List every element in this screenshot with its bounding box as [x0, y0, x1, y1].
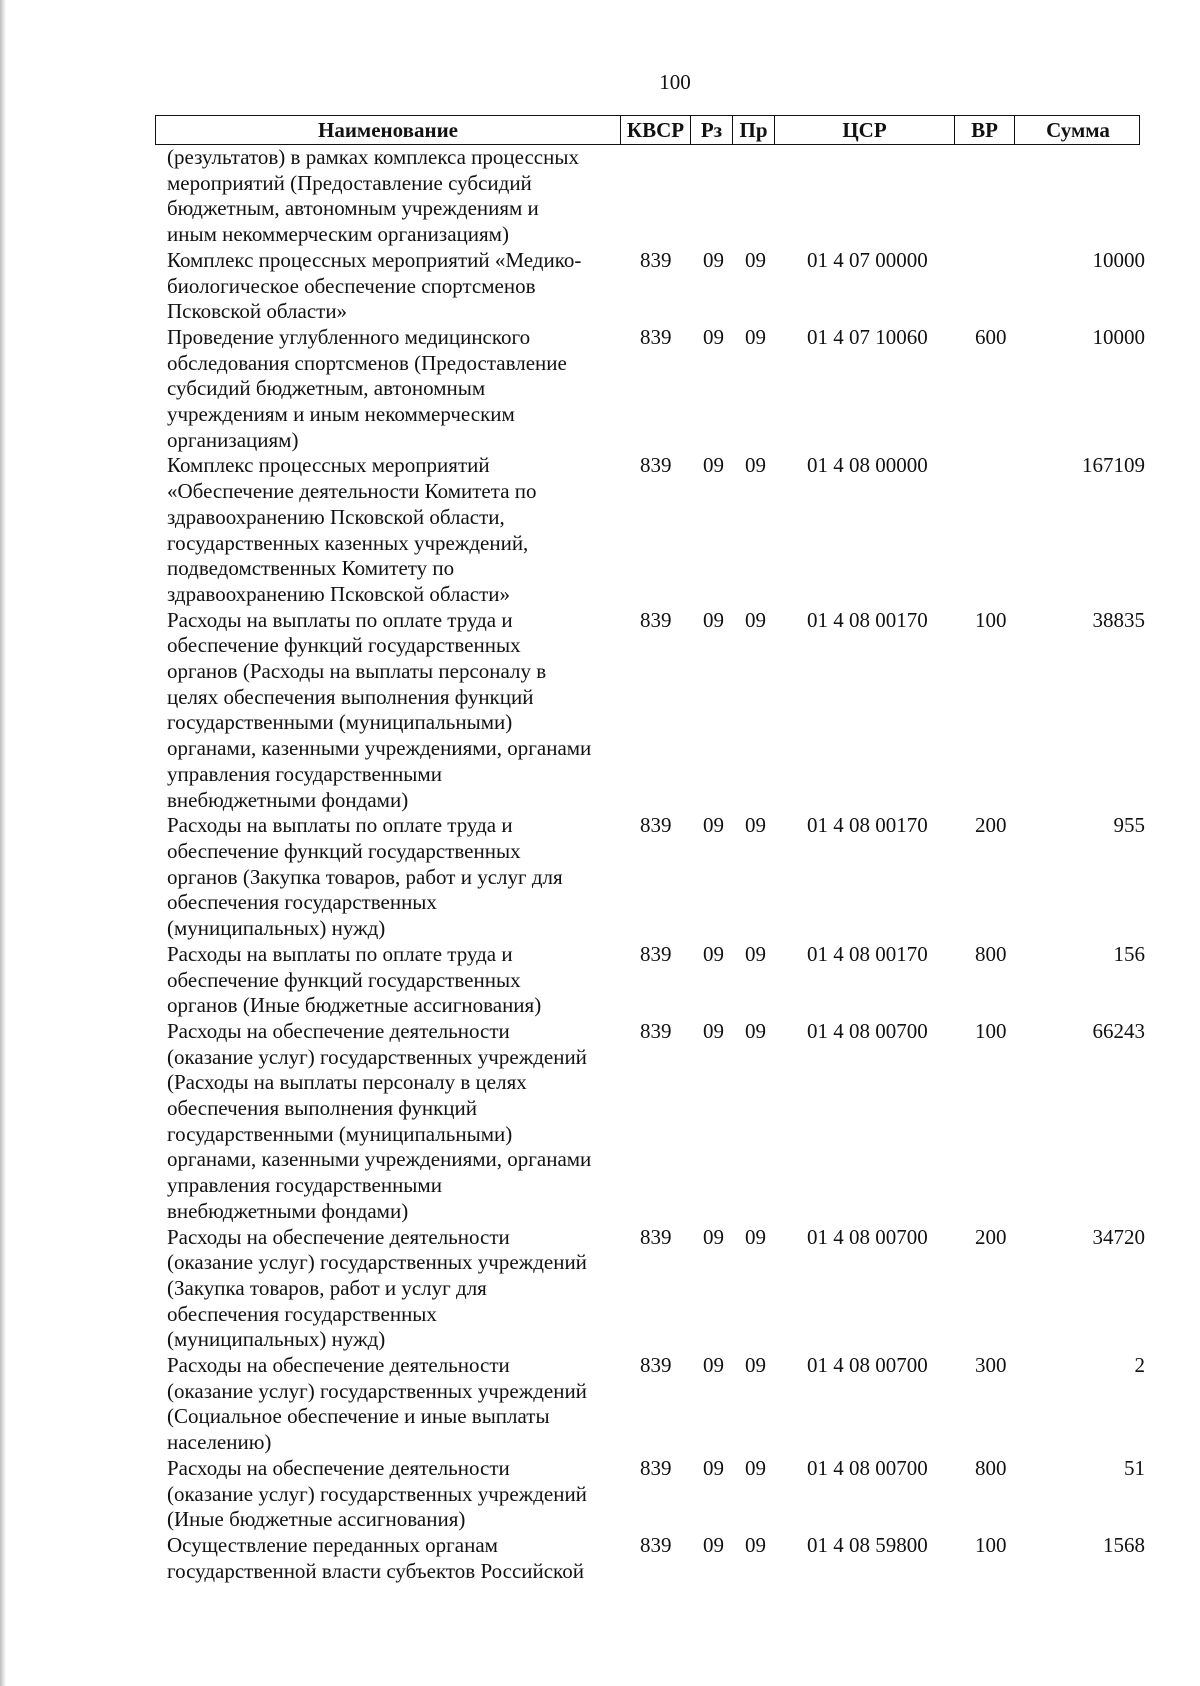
- header-csr: ЦСР: [775, 116, 955, 144]
- row-pr: 09: [745, 1532, 766, 1557]
- row-kvsr: 839: [640, 247, 672, 272]
- row-rz: 09: [703, 324, 724, 349]
- table-row: [155, 1455, 1145, 1533]
- row-vr: 100: [975, 607, 1007, 632]
- header-sum: Сумма: [1046, 118, 1110, 142]
- row-vr: 300: [975, 1353, 1007, 1378]
- row-kvsr: 839: [640, 941, 672, 966]
- row-csr: 01 4 08 00170: [807, 607, 928, 632]
- table-header: [155, 115, 1140, 145]
- row-rz: 09: [703, 607, 724, 632]
- row-name: Расходы на выплаты по оплате труда и обеспечение функций государственных органов (Иные бюджетные ассигнования): [167, 941, 542, 1018]
- row-sum: 2: [1134, 1353, 1145, 1378]
- header-name: Наименование: [156, 116, 621, 144]
- budget-table: [155, 115, 1145, 1584]
- row-pr: 09: [745, 1353, 766, 1378]
- row-csr: 01 4 08 00170: [807, 941, 928, 966]
- row-pr: 09: [745, 453, 766, 478]
- row-rz: 09: [703, 1018, 724, 1043]
- row-rz: 09: [703, 1224, 724, 1249]
- row-sum: 10000: [1092, 324, 1145, 349]
- table-row: [155, 1353, 1145, 1456]
- row-sum: 1568: [1103, 1532, 1145, 1557]
- row-vr: 100: [975, 1018, 1007, 1043]
- row-rz: 09: [703, 941, 724, 966]
- table-row: [155, 324, 1145, 454]
- table-row: [155, 145, 1140, 248]
- row-name: Расходы на выплаты по оплате труда и обеспечение функций государственных органов (Закупка товаров, работ и услуг для обеспечения государственных (муниципальных) нужд): [167, 813, 563, 941]
- row-pr: 09: [745, 1224, 766, 1249]
- row-kvsr: 839: [640, 1353, 672, 1378]
- header-kvsr: КВСР: [621, 116, 691, 144]
- row-pr: 09: [745, 813, 766, 838]
- row-csr: 01 4 08 00700: [807, 1224, 928, 1249]
- row-rz: 09: [703, 1455, 724, 1480]
- row-kvsr: 839: [640, 1455, 672, 1480]
- scan-edge: [0, 0, 6, 1686]
- row-kvsr: 839: [640, 813, 672, 838]
- row-kvsr: 839: [640, 1018, 672, 1043]
- row-vr: 200: [975, 1224, 1007, 1249]
- row-vr: 800: [975, 1455, 1007, 1480]
- header-pr: Пр: [733, 116, 775, 144]
- header-rz: Рз: [691, 116, 733, 144]
- row-name: Расходы на выплаты по оплате труда и обеспечение функций государственных органов (Расходы на выплаты персоналу в целях обеспечения выполнения функций государственными (муниципальными) органами, казенными учреждениями, органами управления государственными внебюджетными фондами): [167, 607, 592, 812]
- table-row: [155, 247, 1145, 325]
- row-csr: 01 4 08 00170: [807, 813, 928, 838]
- row-csr: 01 4 08 00700: [807, 1353, 928, 1378]
- table-body: [155, 145, 1145, 1584]
- row-sum: 51: [1124, 1455, 1145, 1480]
- row-csr: 01 4 08 00700: [807, 1455, 928, 1480]
- row-kvsr: 839: [640, 453, 672, 478]
- table-row: [155, 453, 1145, 607]
- row-name: Комплекс процессных мероприятий «Медико- биологическое обеспечение спортсменов Псковской области»: [167, 247, 582, 324]
- row-vr: 800: [975, 941, 1007, 966]
- row-csr: 01 4 08 00700: [807, 1018, 928, 1043]
- header-vr: ВР: [955, 116, 1015, 144]
- row-vr: 100: [975, 1532, 1007, 1557]
- row-pr: 09: [745, 324, 766, 349]
- row-rz: 09: [703, 1353, 724, 1378]
- row-kvsr: 839: [640, 1224, 672, 1249]
- row-rz: 09: [703, 813, 724, 838]
- row-rz: 09: [703, 1532, 724, 1557]
- row-sum: 34720: [1092, 1224, 1145, 1249]
- row-name: Проведение углубленного медицинского обследования спортсменов (Предоставление субсидий бюджетным, автономным учреждениям и иным некоммерческим организациям): [167, 324, 567, 452]
- row-vr: 200: [975, 813, 1007, 838]
- row-sum: 10000: [1092, 247, 1145, 272]
- row-name: Расходы на обеспечение деятельности (оказание услуг) государственных учреждений (Иные бюджетные ассигнования): [167, 1455, 587, 1532]
- row-csr: 01 4 07 00000: [807, 247, 928, 272]
- row-sum: 167109: [1082, 453, 1145, 478]
- page-number: 100: [659, 70, 691, 94]
- table-row: [155, 1224, 1145, 1354]
- table-row: [155, 813, 1145, 942]
- row-name: (результатов) в рамках комплекса процессных мероприятий (Предоставление субсидий бюджетным, автономным учреждениям и иным некоммерческим организациям): [167, 145, 579, 247]
- row-sum: 38835: [1092, 607, 1145, 632]
- row-csr: 01 4 07 10060: [807, 324, 928, 349]
- row-kvsr: 839: [640, 324, 672, 349]
- row-rz: 09: [703, 453, 724, 478]
- row-pr: 09: [745, 247, 766, 272]
- row-kvsr: 839: [640, 1532, 672, 1557]
- row-name: Расходы на обеспечение деятельности (оказание услуг) государственных учреждений (Социальное обеспечение и иные выплаты населению): [167, 1353, 587, 1455]
- row-kvsr: 839: [640, 607, 672, 632]
- row-vr: 600: [975, 324, 1007, 349]
- table-row: [155, 607, 1145, 814]
- row-name: Осуществление переданных органам государственной власти субъектов Российской: [167, 1532, 584, 1583]
- row-rz: 09: [703, 247, 724, 272]
- table-row: [155, 1018, 1145, 1225]
- row-csr: 01 4 08 00000: [807, 453, 928, 478]
- row-pr: 09: [745, 1455, 766, 1480]
- row-sum: 156: [1113, 941, 1145, 966]
- row-name: Расходы на обеспечение деятельности (оказание услуг) государственных учреждений (Расходы на выплаты персоналу в целях обеспечения выполнения функций государственными (муниципальными) органами, казенными учреждениями, органами управления государственными внебюджетными фондами): [167, 1018, 592, 1223]
- row-pr: 09: [745, 1018, 766, 1043]
- row-name: Расходы на обеспечение деятельности (оказание услуг) государственных учреждений (Закупка товаров, работ и услуг для обеспечения государственных (муниципальных) нужд): [167, 1224, 587, 1352]
- row-pr: 09: [745, 941, 766, 966]
- row-sum: 66243: [1092, 1018, 1145, 1043]
- row-csr: 01 4 08 59800: [807, 1532, 928, 1557]
- row-pr: 09: [745, 607, 766, 632]
- row-sum: 955: [1113, 813, 1145, 838]
- row-name: Комплекс процессных мероприятий «Обеспечение деятельности Комитета по здравоохранению Псковской области, государственных казенных учреждений, подведомственных Комитету по здравоохранению Псковской области»: [167, 453, 537, 606]
- table-row: [155, 1532, 1145, 1584]
- table-row: [155, 941, 1145, 1019]
